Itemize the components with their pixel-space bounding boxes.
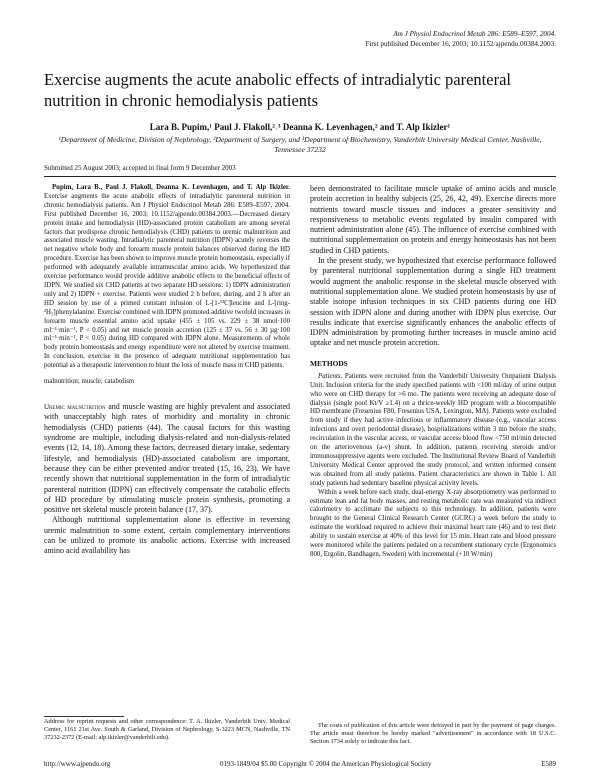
methods-paragraph-1: Patients. Patients were recruited from the Vanderbilt University Outpatient Dialysis Unit. Inclusion criteria for the study specified patients with <100 ml/day of urine output who were on CHD therapy for >6 mo. The patients were receiving an adequate dose of dialysis (single pool Kt/V ≥1.4) on a thrice-weekly HD program with a biocompatible HD membrane (Fresenius F80, Fresenius USA, Lexington, MA). Patients were excluded from study if they had active infectious or inflammatory disease (e.g., vascular access infections and overt periodontal disease), hospitalizations within 3 mo before the study, recirculation in the vascular access, or vascular access blood flow <750 ml/min detected on the arteriovenous (a-v) shunt. In addition, patients receiving steroids and/or immunosuppressive agents were excluded. The Institutional Review Board of Vanderbilt University Medical Center approved the study protocol, and written informed consent was obtained from all study patients. Patient characteristics are shown in Table 1. All study patients had sedentary baseline physical activity levels. [310,372,556,487]
copyright-line: 0193-1849/04 $5.00 Copyright © 2004 the American Physiological Society [219,760,432,768]
header-divider [44,176,556,177]
page-footer [44,760,556,768]
footnote-divider [44,716,124,717]
methods-heading: METHODS [310,358,348,368]
submission-dates: Submitted 25 August 2003; accepted in final form 9 December 2003 [44,164,236,172]
page-number: E589 [541,760,556,768]
methods-paragraph-2: Within a week before each study, dual-energy X-ray absorptiometry was performed to estimate lean and fat body masses, and resting metabolic rate was measured via indirect calorimetry to acclimate the subjects to this technology. In addition, patients were brought to the General Clinical Research Center (GCRC) a week before the study to estimate the workload required to achieve their maximal heart rate (46) and to test their ability to sustain exercise at 40% of this level for 15 min. Heart rate and blood pressure were monitored while the patients pedaled on a recumbent stationary cycle (Ergonomics 800, Ergolin, Bandhagen, Sweden) with incremental (+10 W/min) [310,488,556,558]
right-column [310,184,556,560]
running-header [365,30,556,49]
author-list: Lara B. Pupim,¹ Paul J. Flakoll,²˒³ Deanna K. Levenhagen,² and T. Alp Ikizler¹ [149,122,451,132]
abstract [44,184,290,371]
publication-info: First published December 16, 2003; 10.1152/ajpendo.00384.2003. [365,39,556,48]
publication-costs-footnote: The costs of publication of this article were defrayed in part by the payment of page charges. The article must therefore be hereby marked "advertisement" in accordance with 18 U.S.C. Section 1734 solely to indicate this fact. [310,722,556,745]
intro-lead: Uremic malnutrition [44,403,106,412]
methods-lead: Patients. [318,372,343,380]
affiliations: ¹Department of Medicine, Division of Nephrology, ²Department of Surgery, and ³Department of Biochemistry, Vanderbilt University Medical Center, Nashville, Tennessee 37232 [58,135,542,154]
left-column [44,184,290,557]
journal-url[interactable]: http://www.ajpendo.org [44,760,111,768]
intro-paragraph-4: In the present study, we hypothesized that exercise performance followed by parenteral nutritional supplementation during a single HD treatment would augment the anabolic response in the skeletal muscle observed with nutritional supplementation alone. We studied protein homeostasis by use of stable isotope infusion techniques in six CHD patients during one HD session with IDPN alone and during another with IDPN plus exercise. Our results indicate that exercise significantly enhances the anabolic effects of IDPN administration by promoting further increases in muscle amino acid uptake and net muscle protein accretion. [310,256,556,348]
article-title: Exercise augments the acute anabolic effects of intradialytic parenteral nutrition in chronic hemodialysis patients [44,70,511,110]
abstract-text: Exercise augments the acute anabolic effects of intradialytic parenteral nutrition in chronic hemodialysis patients. Am J Physiol Endocrinol Metab 286: E589–E597, 2004. First published December 16, 2003; 10.1152/ajpendo.00384.2003.—Decreased dietary protein intake and hemodialysis (HD)-associated protein catabolism are among several factors that predispose chronic hemodialysis (CHD) patients to uremic malnutrition and associated muscle wasting. Intradialytic parenteral nutrition (IDPN) acutely reverses the net negative whole body and forearm muscle protein balances observed during the HD procedure. Exercise has been shown to improve muscle protein homeostasis, especially if performed with adequately available intramuscular amino acids. We hypothesized that exercise performance would provide additive anabolic effects to the beneficial effects of IDPN. We studied six CHD patients at two separate HD sessions: 1) IDPN administration only and 2) IDPN + exercise. Patients were studied 2 h before, during, and 2 h after an HD session by use of a primed constant infusion of L-[1-¹³C]leucine and L-[ring-²H₅]phenylalanine. Exercise combined with IDPN promoted additive twofold increases in forearm muscle essential amino acid uptake (455 ± 105 vs. 229 ± 38 nmol·100 ml⁻¹·min⁻¹, P < 0.05) and net muscle protein accretion (125 ± 37 vs. 56 ± 30 µg·100 ml⁻¹·min⁻¹, P < 0.05) during HD compared with IDPN alone. Measurements of whole body protein homeostasis and energy expenditure were not altered by exercise treatment. In conclusion, exercise in the presence of adequate nutritional supplementation has potential as a therapeutic intervention to blunt the loss of muscle mass in CHD patients. [44,192,290,370]
keywords: malnutrition; muscle; catabolism [44,378,135,386]
correspondence-footnote: Address for reprint requests and other correspondence: T. A. Ikizler, Vanderbilt Univ. Medical Center, 1161 21st Ave. South & Garland, Division of Nephrology, S-3223 MCN, Nashville, TN 37232-2372 (E-mail: alp.ikizler@vanderbilt.edu). [44,718,290,741]
journal-citation: Am J Physiol Endocrinol Metab 286: E589–E597, 2004. [393,30,556,38]
intro-paragraph-3: been demonstrated to facilitate muscle uptake of amino acids and muscle protein accretion in healthy subjects (25, 26, 42, 49). Exercise directs more nutrients toward muscle tissues and induces a greater sensitivity and responsiveness to metabolic events regulated by insulin compared with nutrient administration alone (45). The influence of exercise combined with nutritional supplementation on protein and energy homeostasis has not been studied in CHD patients. [310,184,556,255]
intro-paragraph-2: Although nutritional supplementation alone is effective in reversing uremic malnutrition to some extent, certain complementary interventions can be utilized to promote its anabolic actions. Exercise with increased amino acid availability has [44,515,290,556]
intro-paragraph-1: Uremic malnutrition and muscle wasting are highly prevalent and associated with unacceptably high rates of morbidity and mortality in chronic hemodialysis (CHD) patients (44). The causal factors for this wasting syndrome are multiple, including dialysis-related and non-dialysis-related events (12, 14, 18). Among these factors, decreased dietary intake, sedentary lifestyle, and hemodialysis (HD)-associated catabolism are important, because they can be either prevented and/or treated (15, 16, 23). We have recently shown that nutritional supplementation in the form of intradialytic parenteral nutrition (IDPN) can effectively compensate the catabolic effects of HD procedure by stimulating muscle protein synthesis, promoting a positive net skeletal muscle protein balance (17, 37). [44,402,291,515]
abstract-lead: Pupim, Lara B., Paul J. Flakoll, Deanna K. Levenhagen, and T. Alp Ikizler. [52,184,290,191]
